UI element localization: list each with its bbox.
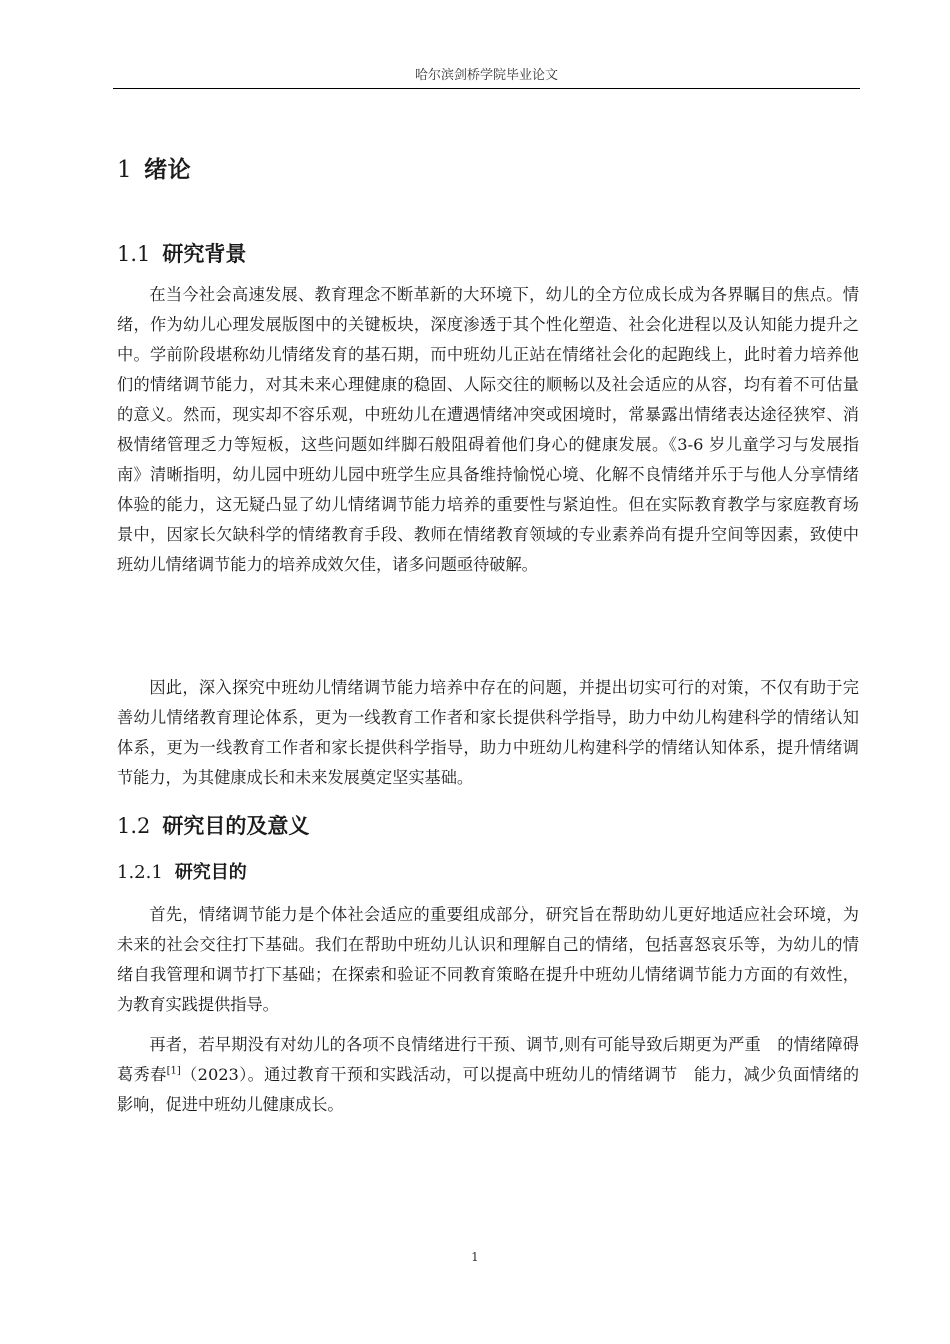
section-number: 1.2 — [117, 814, 151, 838]
section-title: 研究目的及意义 — [162, 814, 310, 838]
header-rule — [113, 88, 860, 89]
body-paragraph: 因此，深入探究中班幼儿情绪调节能力培养中存在的问题，并提出切实可行的对策，不仅有助于完善幼儿情绪教育理论体系，更为一线教育工作者和家长提供科学指导，助力中幼儿构建科学的情绪认知体系，更为一线教育工作者和家长提供科学指导，助力中班幼儿构建科学的情绪认知体系，提升情绪调节能力，为其健康成长和未来发展奠定坚实基础。 — [117, 678, 859, 787]
page-number: 1 — [471, 1250, 479, 1264]
section-heading-1-1 — [117, 238, 246, 268]
citation-mark: [1] — [166, 1065, 181, 1077]
paragraph-text: （2023）。通过教育干预和实践活动，可以提高中班幼儿的情绪调节 能力，减少负面情绪的影响，促进中班幼儿健康成长。 — [117, 1065, 860, 1114]
section-title: 研究背景 — [162, 242, 247, 266]
body-paragraph-with-citation — [117, 1030, 859, 1120]
subsection-heading-1-2-1 — [117, 858, 247, 884]
section-heading-1-2 — [117, 810, 309, 840]
body-paragraph: 首先，情绪调节能力是个体社会适应的重要组成部分，研究旨在帮助幼儿更好地适应社会环境，为未来的社会交往打下基础。我们在帮助中班幼儿认识和理解自己的情绪，包括喜怒哀乐等，为幼儿的情绪自我管理和调节打下基础；在探索和验证不同教育策略在提升中班幼儿情绪调节能力方面的有效性，为教育实践提供指导。 — [117, 905, 859, 1014]
section-number: 1.1 — [117, 242, 151, 266]
subsection-title: 研究目的 — [174, 862, 247, 883]
paragraph-text: 再者，若早期没有对幼儿的各项不良情绪进行干预、调节,则有可能导致后期更为严重 的情绪障碍葛秀春 — [117, 1035, 859, 1084]
chapter-title: 绪论 — [144, 157, 192, 183]
body-paragraph: 在当今社会高速发展、教育理念不断革新的大环境下，幼儿的全方位成长成为各界瞩目的焦点。情绪，作为幼儿心理发展版图中的关键板块，深度渗透于其个性化塑造、社会化进程以及认知能力提升之中。学前阶段堪称幼儿情绪发育的基石期，而中班幼儿正站在情绪社会化的起跑线上，此时着力培养他们的情绪调节能力，对其未来心理健康的稳固、人际交往的顺畅以及社会适应的从容，均有着不可估量的意义。然而，现实却不容乐观，中班幼儿在遭遇情绪冲突或困境时，常暴露出情绪表达途径狭窄、消极情绪管理乏力等短板，这些问题如绊脚石般阻碍着他们身心的健康发展。《3-6 岁儿童学习与发展指南》清晰指明，幼儿园中班幼儿园中班学生应具备维持愉悦心境、化解不良情绪并乐于与他人分享情绪体验的能力，这无疑凸显了幼儿情绪调节能力培养的重要性与紧迫性。但在实际教育教学与家庭教育场景中，因家长欠缺科学的情绪教育手段、教师在情绪教育领域的专业素养尚有提升空间等因素，致使中班幼儿情绪调节能力的培养成效欠佳，诸多问题亟待破解。 — [117, 285, 859, 574]
chapter-number: 1 — [117, 157, 133, 183]
chapter-heading — [117, 151, 191, 184]
running-header: 哈尔滨剑桥学院毕业论文 — [414, 68, 558, 83]
subsection-number: 1.2.1 — [117, 862, 163, 883]
